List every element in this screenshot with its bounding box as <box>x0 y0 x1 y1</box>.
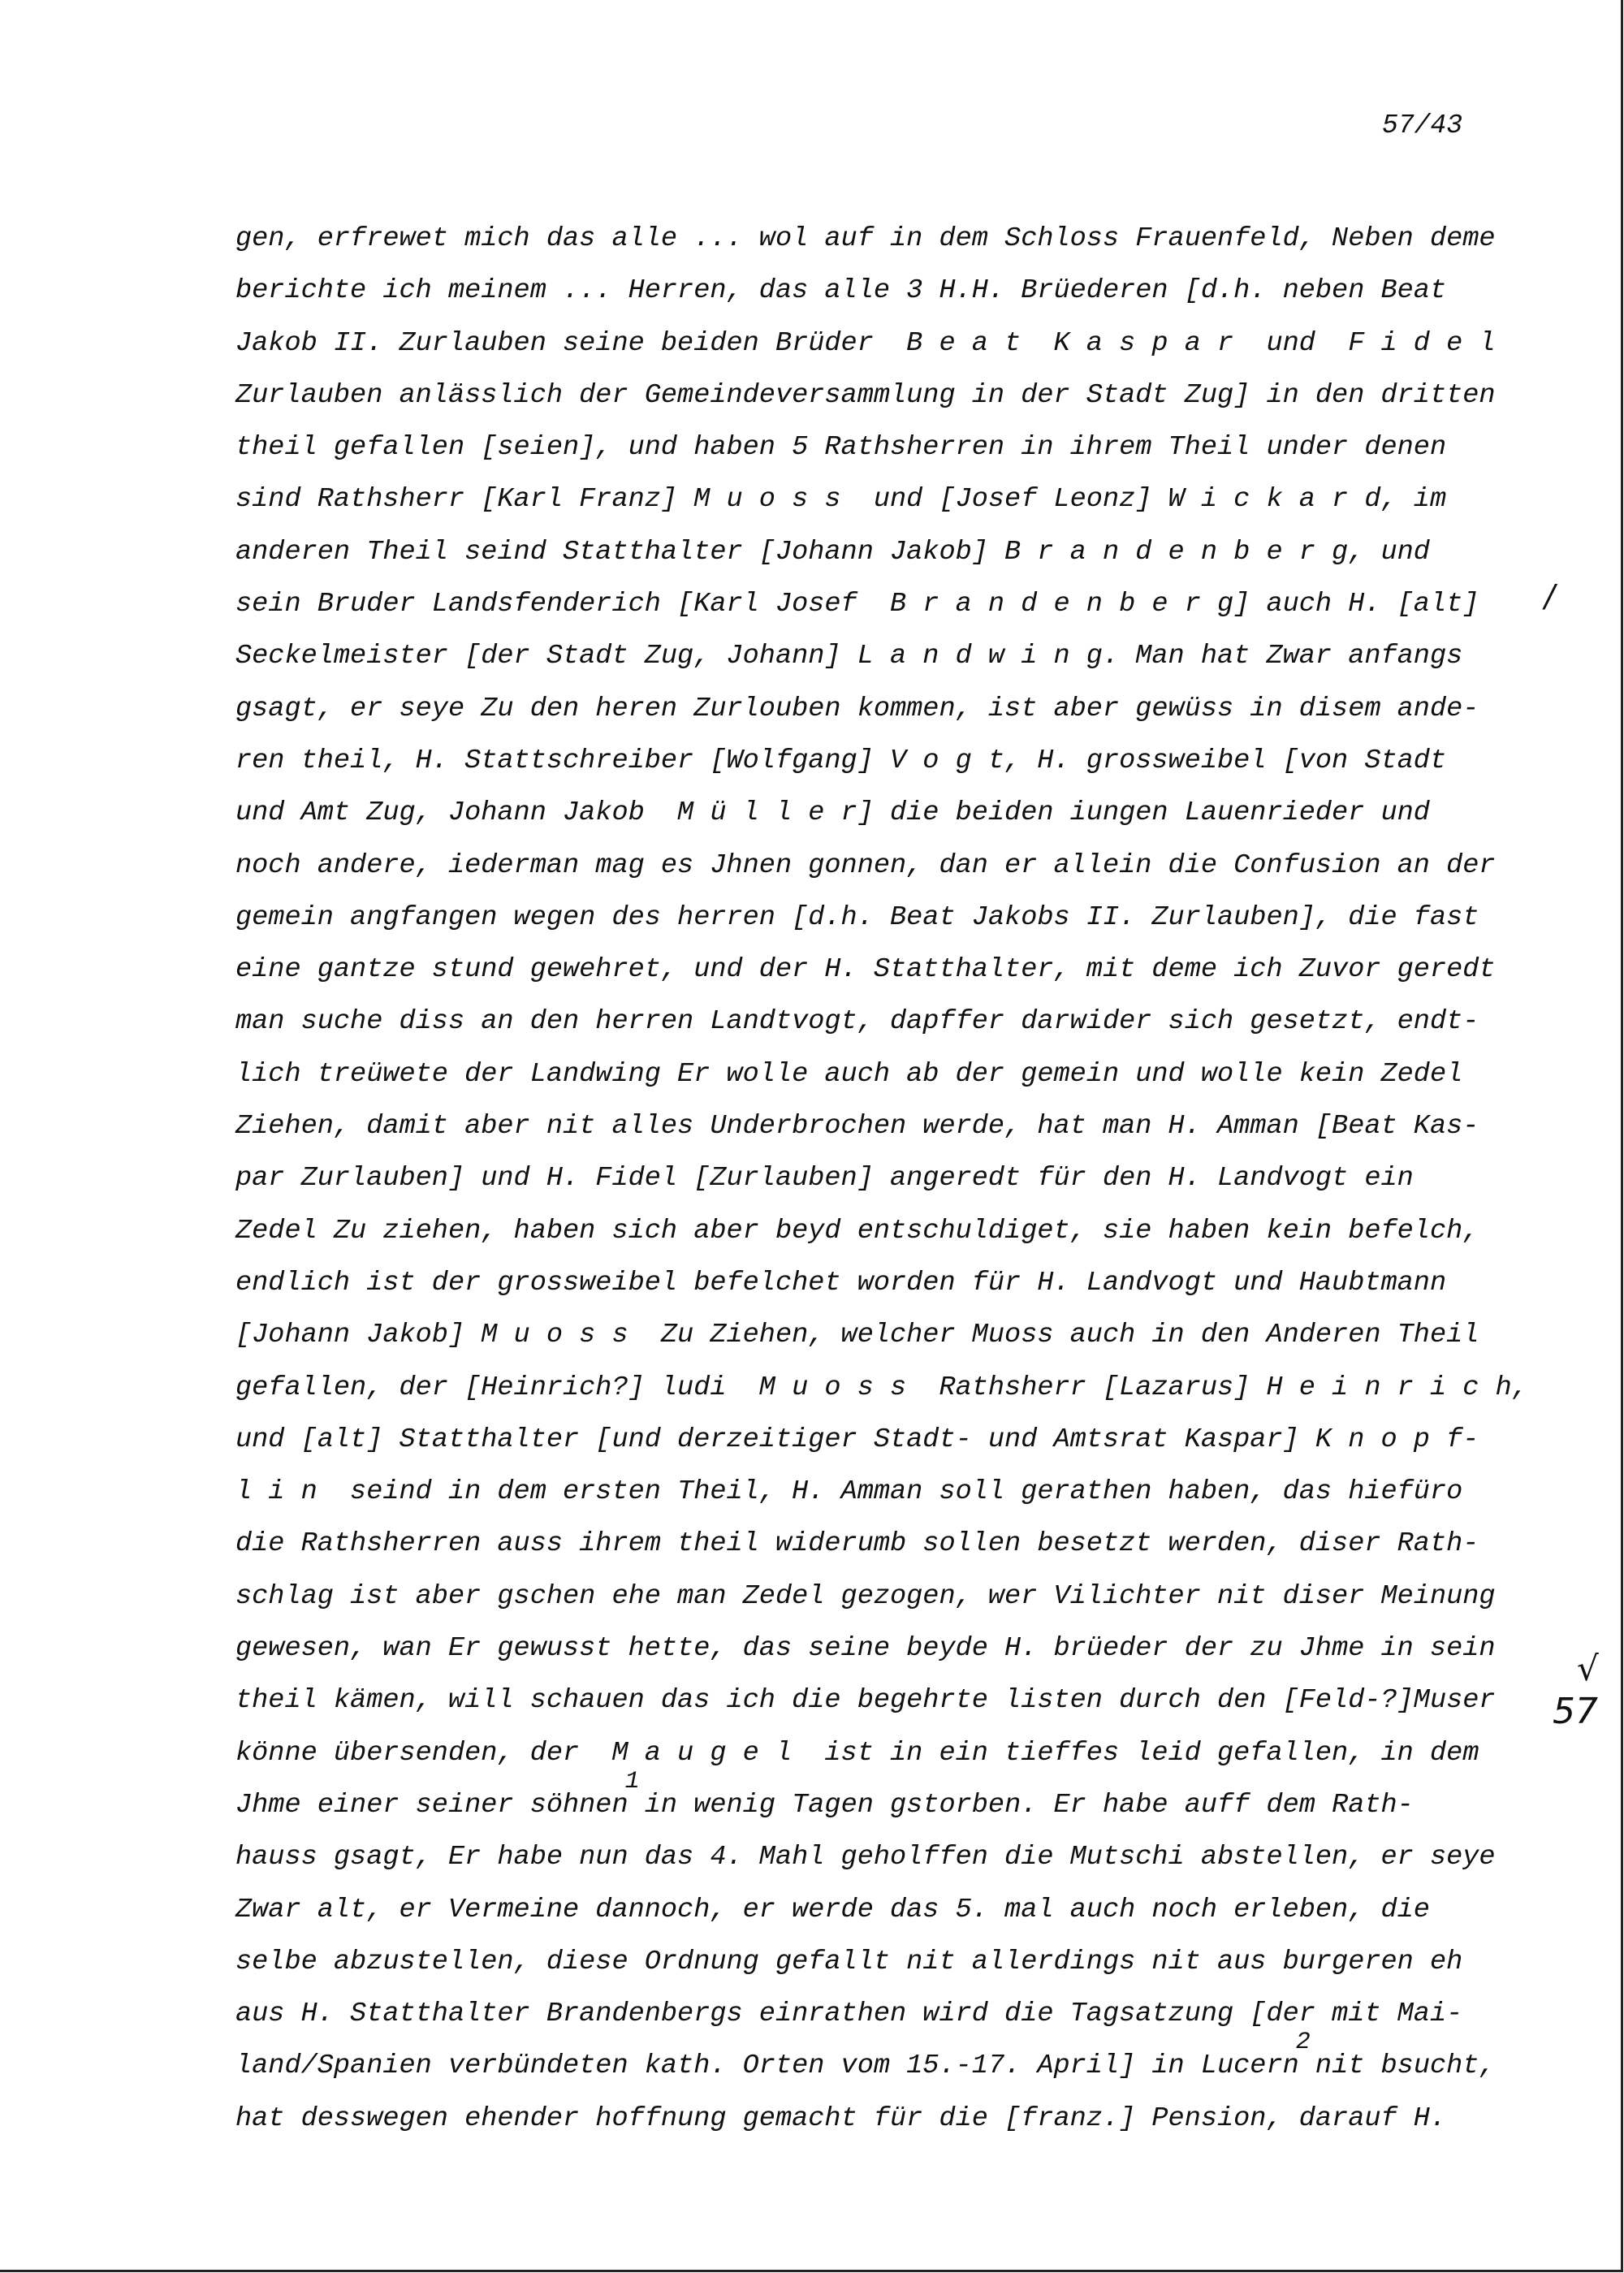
text-line <box>235 2093 1528 2145</box>
text-line <box>235 1518 1528 1570</box>
text-line <box>235 1988 1528 2040</box>
text-line <box>235 630 1528 682</box>
text-line <box>235 1362 1528 1414</box>
text-segment: gsagt, er seye Zu den heren Zurlouben kommen, ist aber gewüss in disem ande- <box>235 693 1479 724</box>
text-segment: könne übersenden, der M a u g e l ist in ein tieffes leid gefallen, in dem <box>235 1737 1479 1769</box>
margin-slash-mark: / <box>1544 578 1555 614</box>
text-line <box>235 1884 1528 1936</box>
text-line <box>235 1936 1528 1988</box>
text-line <box>235 683 1528 735</box>
text-line <box>235 892 1528 944</box>
text-line <box>235 1309 1528 1361</box>
text-line <box>235 1727 1528 1779</box>
text-line <box>235 1414 1528 1466</box>
text-line <box>235 1675 1528 1726</box>
text-segment: gefallen, der [Heinrich?] ludi M u o s s Rathsherr [Lazarus] H e i n r i c h, <box>235 1372 1528 1403</box>
text-line <box>235 1205 1528 1257</box>
text-segment: und Amt Zug, Johann Jakob M ü l l e r] die beiden iungen Lauenrieder und <box>235 797 1430 829</box>
text-line <box>235 840 1528 892</box>
text-line <box>235 578 1528 630</box>
text-segment: Zedel Zu ziehen, haben sich aber beyd entschuldiget, sie haben kein befelch, <box>235 1215 1479 1247</box>
text-line <box>235 1466 1528 1518</box>
text-segment: endlich ist der grossweibel befelchet worden für H. Landvogt und Haubtmann <box>235 1267 1447 1299</box>
text-segment: l i n seind in dem ersten Theil, H. Amman soll gerathen haben, das hiefüro <box>235 1476 1463 1508</box>
text-segment: hauss gsagt, Er habe nun das 4. Mahl geholffen die Mutschi abstellen, er seye <box>235 1842 1496 1873</box>
text-segment: land/Spanien verbündeten kath. Orten vom 15.-17. April] in Lucern <box>235 2050 1299 2082</box>
text-segment: noch andere, iederman mag es Jhnen gonnen, dan er allein die Confusion an der <box>235 849 1496 881</box>
text-segment: theil gefallen [seien], und haben 5 Rathsherren in ihrem Theil under denen <box>235 432 1447 464</box>
text-segment: gewesen, wan Er gewusst hette, das seine beyde H. brüeder der zu Jhme in sein <box>235 1633 1496 1665</box>
text-segment: Seckelmeister [der Stadt Zug, Johann] L a n d w i n g. Man hat Zwar anfangs <box>235 641 1463 672</box>
text-line <box>235 1152 1528 1204</box>
text-segment: sind Rathsherr [Karl Franz] M u o s s und [Josef Leonz] W i c k a r d, im <box>235 484 1447 516</box>
text-segment: und [alt] Statthalter [und derzeitiger Stadt- und Amtsrat Kaspar] K n o p f- <box>235 1424 1479 1455</box>
margin-folio-mark: 57 <box>1553 1691 1598 1732</box>
text-segment: die Rathsherren auss ihrem theil widerumb sollen besetzt werden, diser Rath- <box>235 1528 1479 1560</box>
text-segment: eine gantze stund gewehret, und der H. Statthalter, mit deme ich Zuvor geredt <box>235 954 1496 986</box>
text-line <box>235 1048 1528 1100</box>
text-line <box>235 1831 1528 1883</box>
text-segment: Ziehen, damit aber nit alles Underbrochen werde, hat man H. Amman [Beat Kas- <box>235 1111 1479 1143</box>
text-segment: in wenig Tagen gstorben. Er habe auff dem Rath- <box>628 1789 1414 1821</box>
text-segment: berichte ich meinem ... Herren, das alle 3 H.H. Brüederen [d.h. neben Beat <box>235 275 1447 307</box>
text-segment: nit bsucht, <box>1298 2050 1496 2082</box>
text-segment: man suche diss an den herren Landtvogt, dapffer darwider sich gesetzt, endt- <box>235 1006 1479 1038</box>
text-line <box>235 265 1528 317</box>
text-segment: par Zurlauben] und H. Fidel [Zurlauben] angeredt für den H. Landvogt ein <box>235 1163 1414 1195</box>
text-segment: ren theil, H. Stattschreiber [Wolfgang] V o g t, H. grossweibel [von Stadt <box>235 745 1447 776</box>
text-line <box>235 1767 1528 1831</box>
text-line <box>235 1623 1528 1675</box>
text-segment: [Johann Jakob] M u o s s Zu Ziehen, welcher Muoss auch in den Anderen Theil <box>235 1320 1479 1351</box>
footnote-reference: 1 <box>624 1767 640 1795</box>
text-segment: lich treüwete der Landwing Er wolle auch ab der gemein und wolle kein Zedel <box>235 1058 1463 1090</box>
margin-check-mark: √ <box>1577 1649 1599 1688</box>
text-segment: theil kämen, will schauen das ich die begehrte listen durch den [Feld-?]Muser <box>235 1685 1496 1717</box>
page-number: 57/43 <box>1382 110 1463 140</box>
text-line <box>235 996 1528 1048</box>
footnote-reference: 2 <box>1295 2029 1311 2057</box>
text-segment: hat desswegen ehender hoffnung gemacht für die [franz.] Pension, darauf H. <box>235 2102 1447 2134</box>
text-line <box>235 1571 1528 1623</box>
text-segment: Jakob II. Zurlauben seine beiden Brüder B e a t K a s p a r und F i d e l <box>235 327 1496 359</box>
text-line <box>235 213 1528 265</box>
text-segment: gemein angfangen wegen des herren [d.h. Beat Jakobs II. Zurlauben], die fast <box>235 901 1479 933</box>
text-segment: gen, erfrewet mich das alle ... wol auf in dem Schloss Frauenfeld, Neben deme <box>235 223 1496 254</box>
text-segment: Jhme einer seiner söhnen <box>235 1789 628 1821</box>
text-segment: Zwar alt, er Vermeine dannoch, er werde das 5. mal auch noch erleben, die <box>235 1894 1430 1925</box>
text-segment: aus H. Statthalter Brandenbergs einrathen wird die Tagsatzung [der mit Mai- <box>235 1999 1463 2030</box>
text-line <box>235 526 1528 578</box>
text-line <box>235 1257 1528 1309</box>
text-segment: sein Bruder Landsfenderich [Karl Josef B r a n d e n b e r g] auch H. [alt] <box>235 589 1479 620</box>
text-segment: Zurlauben anlässlich der Gemeindeversammlung in der Stadt Zug] in den dritten <box>235 379 1496 411</box>
text-segment: anderen Theil seind Statthalter [Johann Jakob] B r a n d e n b e r g, und <box>235 536 1430 568</box>
text-line <box>235 787 1528 839</box>
text-line <box>235 318 1528 369</box>
text-line <box>235 1100 1528 1152</box>
text-line <box>235 944 1528 996</box>
text-segment: schlag ist aber gschen ehe man Zedel gezogen, wer Vilichter nit diser Meinung <box>235 1580 1496 1612</box>
text-segment: selbe abzustellen, diese Ordnung gefallt nit allerdings nit aus burgeren eh <box>235 1946 1463 1977</box>
text-line <box>235 735 1528 787</box>
text-line <box>235 2029 1528 2092</box>
text-line <box>235 369 1528 421</box>
text-line <box>235 421 1528 473</box>
text-line <box>235 473 1528 525</box>
document-body <box>235 213 1528 2145</box>
